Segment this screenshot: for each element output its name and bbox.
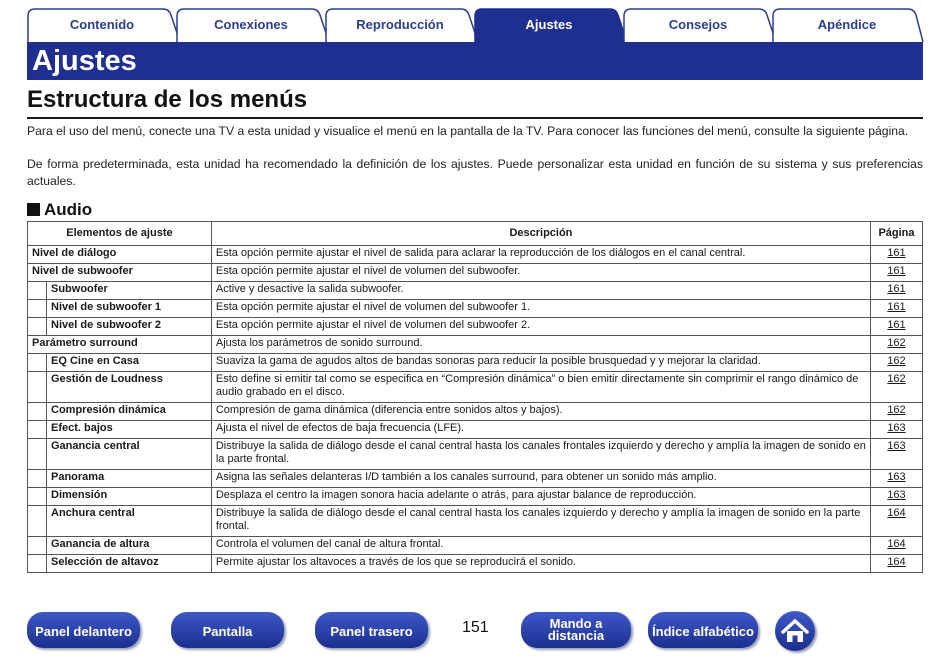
setting-description: Esta opción permite ajustar el nivel de volumen del subwoofer.: [211, 264, 870, 282]
setting-name: Gestión de Loudness: [28, 372, 212, 403]
setting-name: Nivel de subwoofer: [28, 264, 212, 282]
setting-name: Ganancia central: [28, 439, 212, 470]
tab-conexiones[interactable]: [176, 8, 326, 42]
setting-name: Parámetro surround: [28, 336, 212, 354]
house-icon: [775, 611, 815, 651]
page-cell: [871, 336, 923, 354]
tab-label: Consejos: [668, 17, 728, 32]
setting-name: Compresión dinámica: [28, 403, 212, 421]
page-cell: [871, 439, 923, 470]
panel-trasero-button[interactable]: [315, 612, 428, 648]
table-row: [28, 506, 923, 537]
page-link[interactable]: 163: [887, 440, 906, 452]
page-link[interactable]: 162: [887, 337, 906, 349]
setting-name: Dimensión: [28, 488, 212, 506]
setting-name: Nivel de subwoofer 2: [28, 318, 212, 336]
page-cell: [871, 372, 923, 403]
setting-description: Esta opción permite ajustar el nivel de salida para aclarar la reproducción de los diálogos en el canal central.: [211, 246, 870, 264]
setting-description: Esta opción permite ajustar el nivel de volumen del subwoofer 1.: [211, 300, 870, 318]
setting-name: Ganancia de altura: [28, 537, 212, 555]
setting-description: Distribuye la salida de diálogo desde el canal central hasta los canales izquierdo y derecho y amplía la imagen de sonido en la parte frontal.: [211, 506, 870, 537]
settings-table: [27, 221, 923, 573]
tab-ajustes[interactable]: [474, 8, 624, 42]
setting-name: Nivel de diálogo: [28, 246, 212, 264]
page-link[interactable]: 162: [887, 373, 906, 385]
table-row: [28, 403, 923, 421]
intro-paragraph-2: De forma predeterminada, esta unidad ha recomendado la definición de los ajustes. Puede personalizar esta unidad en función de su sistema y sus preferencias actuales.: [27, 157, 923, 188]
indice-alfabetico-button[interactable]: [648, 612, 758, 648]
page-link[interactable]: 161: [887, 247, 906, 259]
setting-description: Compresión de gama dinámica (diferencia entre sonidos altos y bajos).: [211, 403, 870, 421]
page-number: 151: [462, 619, 489, 636]
table-row: [28, 300, 923, 318]
table-row: [28, 246, 923, 264]
setting-description: Suaviza la gama de agudos altos de bandas sonoras para reducir la posible brusquedad y y mejorar la claridad.: [211, 354, 870, 372]
table-row: [28, 555, 923, 573]
page-link[interactable]: 161: [887, 319, 906, 331]
table-row: [28, 282, 923, 300]
tab-label: Reproducción: [356, 17, 444, 32]
button-label: Panel delantero: [35, 624, 132, 639]
table-row: [28, 488, 923, 506]
page-link[interactable]: 163: [887, 489, 906, 501]
tab-bar: [27, 8, 923, 42]
setting-description: Asigna las señales delanteras I/D también a los canales surround, para obtener un sonido más amplio.: [211, 470, 870, 488]
button-label: [521, 618, 631, 642]
tab-contenido[interactable]: [27, 8, 177, 42]
page-title: Estructura de los menús: [27, 86, 308, 113]
button-label-line-2: distancia: [547, 628, 605, 643]
setting-description: Distribuye la salida de diálogo desde el canal central hasta los canales frontales izquierdo y derecho y amplía la imagen de sonido en la parte frontal.: [211, 439, 870, 470]
page-link[interactable]: 161: [887, 301, 906, 313]
header-description: Descripción: [211, 222, 870, 246]
panel-delantero-button[interactable]: [27, 612, 140, 648]
page-link[interactable]: 161: [887, 265, 906, 277]
table-row: [28, 537, 923, 555]
page-cell: [871, 318, 923, 336]
setting-description: Desplaza el centro la imagen sonora hacia adelante o atrás, para ajustar balance de reproducción.: [211, 488, 870, 506]
setting-name: Anchura central: [28, 506, 212, 537]
setting-name: Efect. bajos: [28, 421, 212, 439]
table-row: [28, 372, 923, 403]
section-heading: [27, 200, 92, 220]
tab-consejos[interactable]: [623, 8, 773, 42]
page-cell: [871, 488, 923, 506]
title-rule: [27, 117, 923, 119]
button-label: Pantalla: [202, 624, 253, 639]
table-row: [28, 318, 923, 336]
table-row: [28, 264, 923, 282]
page-cell: [871, 354, 923, 372]
page-link[interactable]: 164: [887, 507, 906, 519]
page-cell: [871, 246, 923, 264]
button-label-line-1: Mando a: [549, 616, 603, 631]
setting-description: Controla el volumen del canal de altura frontal.: [211, 537, 870, 555]
table-row: [28, 439, 923, 470]
mando-a-distancia-button[interactable]: [521, 612, 631, 648]
setting-description: Permite ajustar los altavoces a través de los que se reproducirá el sonido.: [211, 555, 870, 573]
setting-description: Active y desactive la salida subwoofer.: [211, 282, 870, 300]
header-page: Página: [871, 222, 923, 246]
setting-name: Nivel de subwoofer 1: [28, 300, 212, 318]
page-link[interactable]: 164: [887, 556, 906, 568]
page-link[interactable]: 163: [887, 422, 906, 434]
button-label: Panel trasero: [330, 624, 413, 639]
setting-name: Subwoofer: [28, 282, 212, 300]
page-link[interactable]: 161: [887, 283, 906, 295]
page-link[interactable]: 164: [887, 538, 906, 550]
tab-label: Contenido: [69, 17, 135, 32]
setting-name: Selección de altavoz: [28, 555, 212, 573]
page-link[interactable]: 162: [887, 355, 906, 367]
pantalla-button[interactable]: [171, 612, 284, 648]
page-cell: [871, 470, 923, 488]
page-cell: [871, 506, 923, 537]
home-button[interactable]: [775, 611, 815, 651]
tab-apendice[interactable]: [772, 8, 922, 42]
button-label: Índice alfabético: [652, 624, 754, 639]
setting-description: Ajusta los parámetros de sonido surround.: [211, 336, 870, 354]
section-heading-label: Audio: [44, 200, 93, 219]
page-cell: [871, 555, 923, 573]
section-banner: Ajustes: [27, 42, 923, 80]
table-row: [28, 421, 923, 439]
setting-name: Panorama: [28, 470, 212, 488]
setting-description: Esto define si emitir tal como se especifica en “Compresión dinámica” o bien emitir directamente sin comprimir el rango dinámico de audio grabado en el disco.: [211, 372, 870, 403]
table-row: [28, 470, 923, 488]
page-cell: [871, 264, 923, 282]
page-cell: [871, 537, 923, 555]
page-cell: [871, 300, 923, 318]
setting-description: Ajusta el nivel de efectos de baja frecuencia (LFE).: [211, 421, 870, 439]
page-cell: [871, 421, 923, 439]
setting-name: EQ Cine en Casa: [28, 354, 212, 372]
tab-label: Ajustes: [525, 17, 573, 32]
page-link[interactable]: 163: [887, 471, 906, 483]
setting-description: Esta opción permite ajustar el nivel de volumen del subwoofer 2.: [211, 318, 870, 336]
page-link[interactable]: 162: [887, 404, 906, 416]
square-bullet-icon: [27, 203, 40, 216]
page-cell: [871, 403, 923, 421]
table-row: [28, 354, 923, 372]
intro-paragraph-1: Para el uso del menú, conecte una TV a esta unidad y visualice el menú en la pantalla de la TV. Para conocer las funciones del menú, consulte la siguiente página.: [27, 124, 909, 138]
page-cell: [871, 282, 923, 300]
header-items: Elementos de ajuste: [28, 222, 212, 246]
tab-label: Conexiones: [214, 17, 288, 32]
tab-label: Apéndice: [817, 17, 877, 32]
table-row: [28, 336, 923, 354]
tab-reproduccion[interactable]: [325, 8, 475, 42]
